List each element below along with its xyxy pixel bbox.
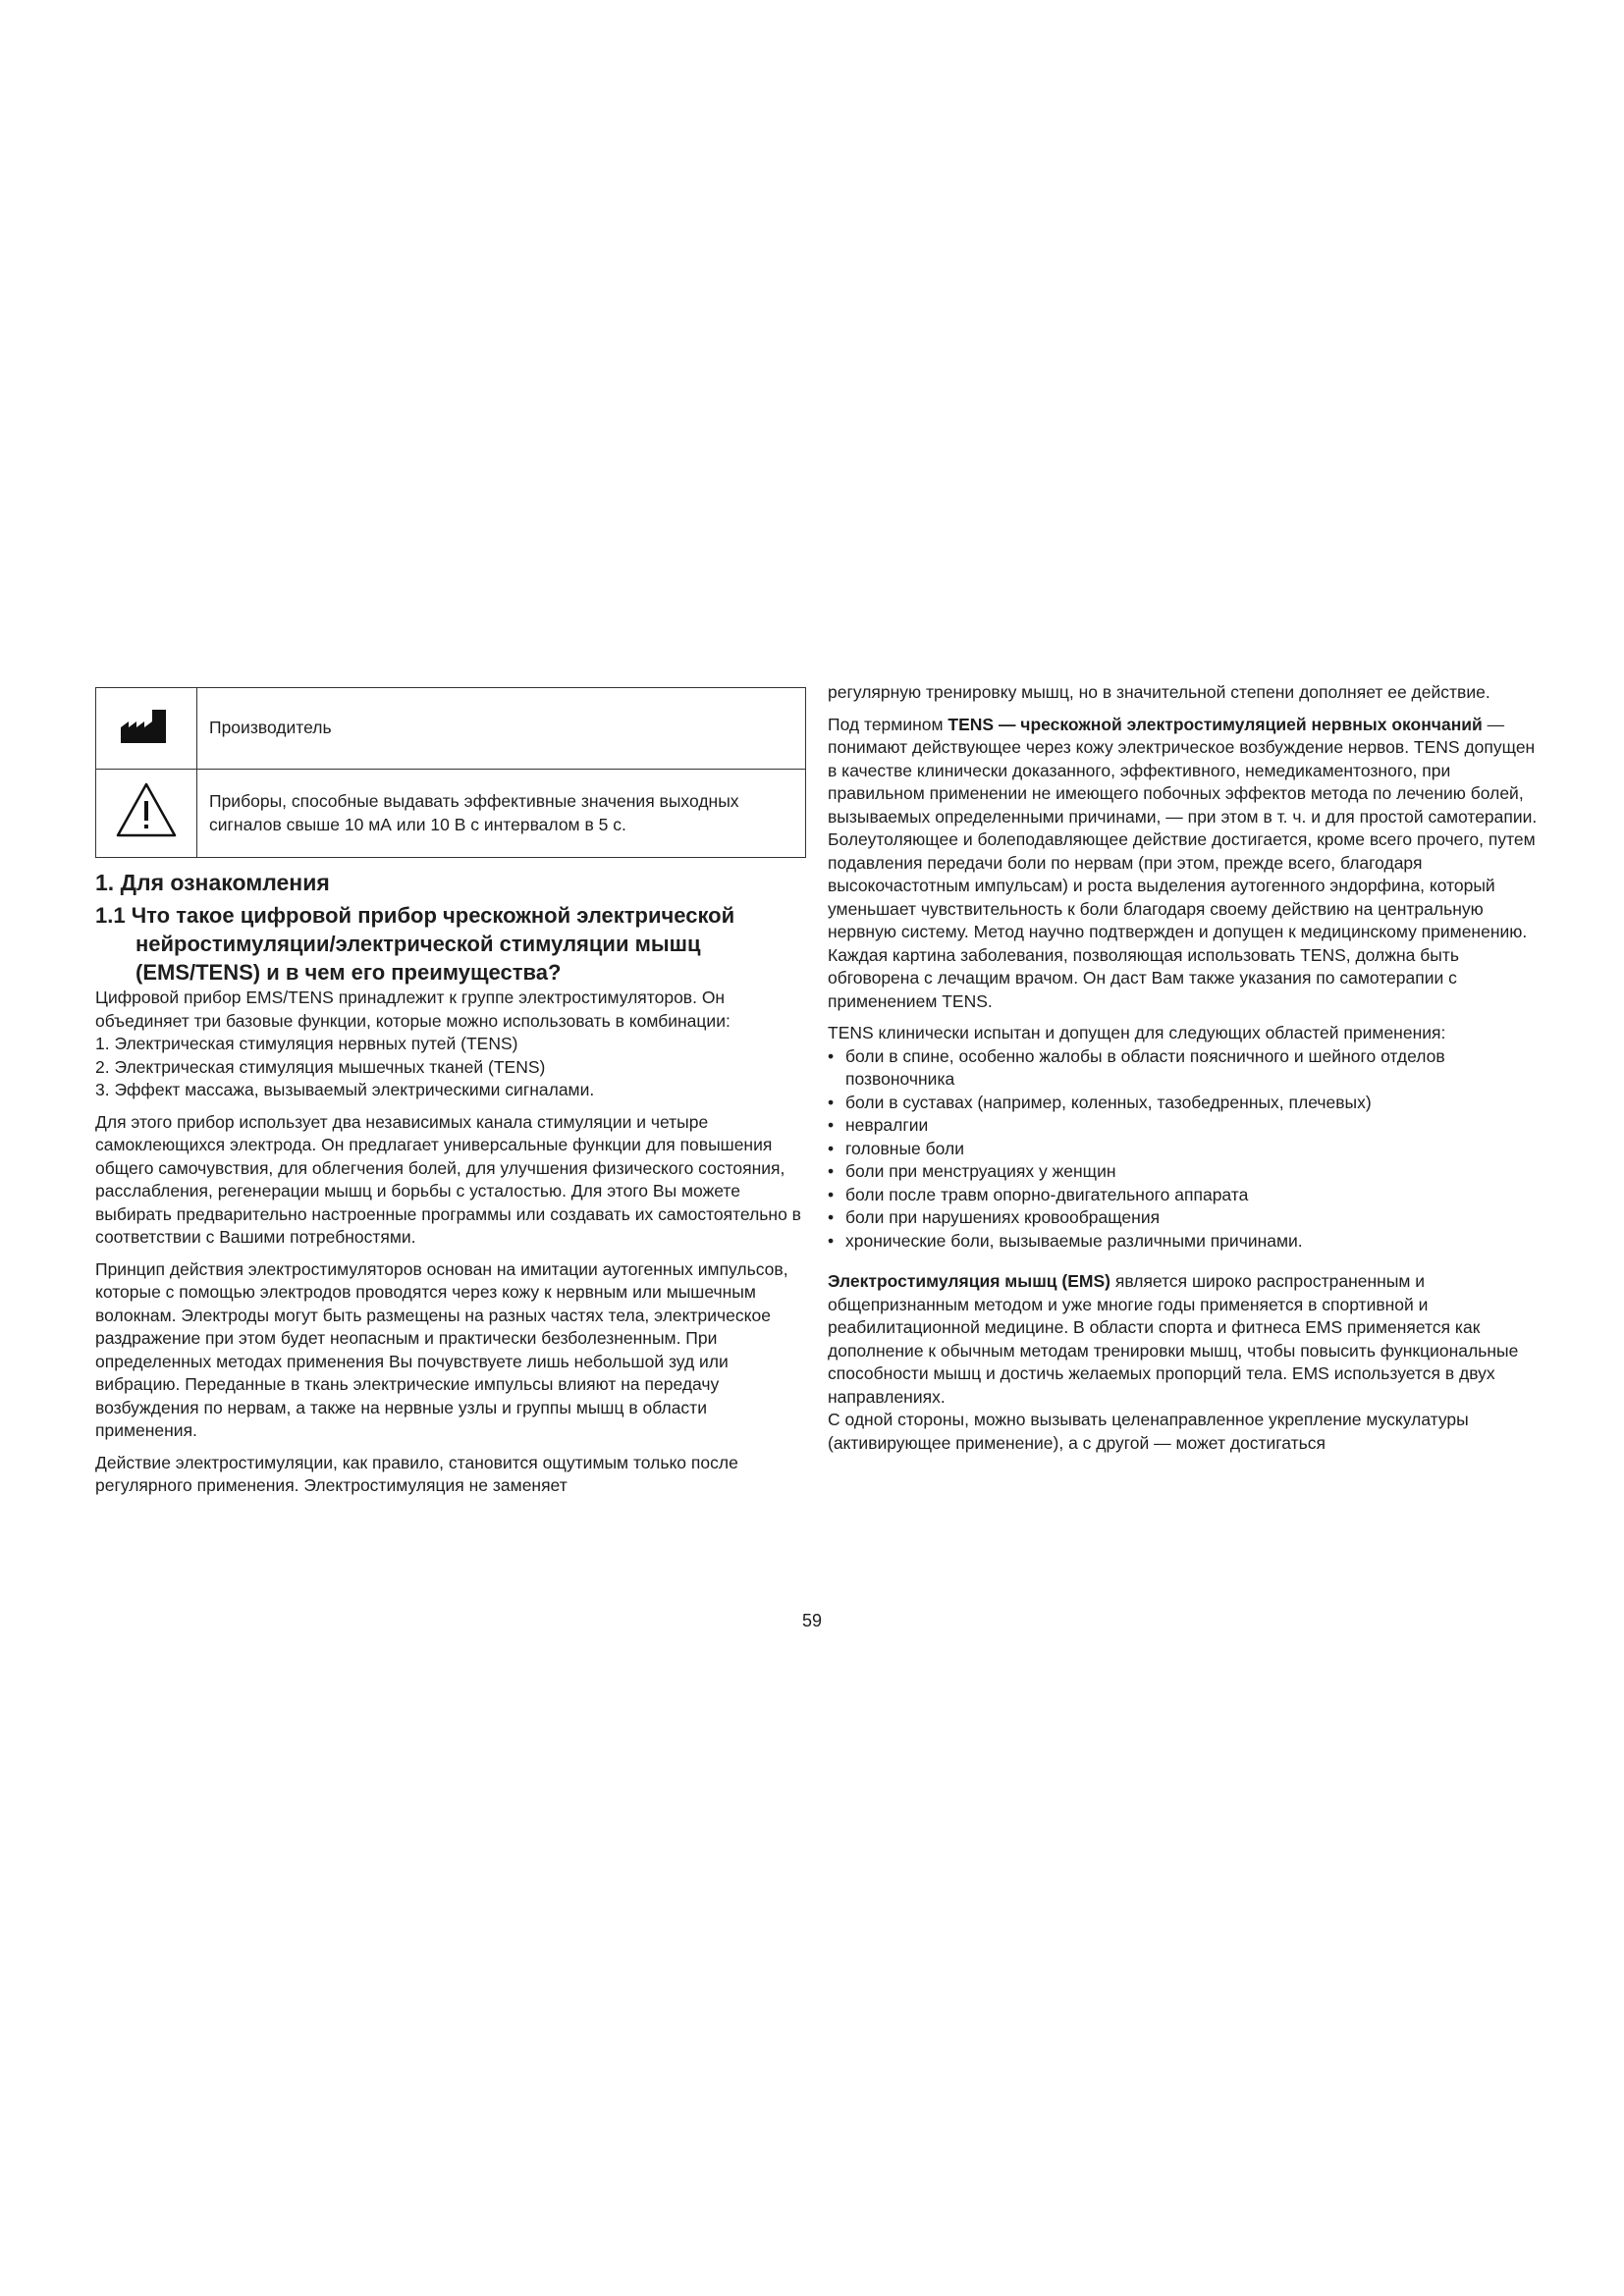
uses-list: [828, 1045, 1541, 1254]
manufacturer-icon: [117, 729, 176, 749]
section-heading: 1. Для ознакомления: [95, 870, 330, 895]
list-item: • боли при нарушениях кровообращения: [828, 1206, 1541, 1230]
list-item: • боли после травм опорно-двигательного аппарата: [828, 1184, 1541, 1207]
tens-prefix: Под термином: [828, 714, 944, 734]
tens-term: TENS — чрескожной электростимуляцией нервных окончаний: [947, 714, 1483, 734]
list-item: • боли в спине, особенно жалобы в области поясничного и шейного отделов позвоночника: [828, 1045, 1541, 1092]
list-item: • головные боли: [828, 1138, 1541, 1161]
function-list: [95, 1033, 808, 1102]
list-item: • невралгии: [828, 1114, 1541, 1138]
symbol-text-warning: Приборы, способные выдавать эффективные значения выходных сигналов свыше 10 мА или 10 В с интервалом в 5 с.: [197, 770, 806, 858]
paragraph: Принцип действия электростимуляторов основан на имитации аутогенных импульсов, которые с помощью электродов проводятся через кожу к нервным или мышечным волокнам. Электроды могут быть размещены на разных частях тела, электрическое раздражение при этом будет неопасным и практически безболезненным. При определенных методах применения Вы почувствуете лишь небольшой зуд или вибрацию. Переданные в ткань электрические импульсы влияют на передачу возбуждения по нервам, а также на нервные узлы и группы мышц в области применения.: [95, 1258, 788, 1440]
page-number: 59: [801, 1611, 823, 1630]
ems-term: Электростимуляция мышц (EMS): [828, 1271, 1110, 1291]
paragraph: регулярную тренировку мышц, но в значительной степени дополняет ее действие.: [828, 682, 1490, 702]
left-column: [95, 687, 808, 1507]
symbol-icon-cell: [96, 688, 197, 770]
symbol-table: [95, 687, 806, 858]
intro-paragraph: Цифровой прибор EMS/TENS принадлежит к группе электростимуляторов. Он объединяет три базовые функции, которые можно использовать в комбинации:: [95, 988, 731, 1031]
symbol-text-manufacturer: Производитель: [197, 688, 806, 770]
tens-paragraph: [828, 714, 1541, 944]
symbol-row-warning: [96, 770, 806, 858]
list-item: 3. Эффект массажа, вызываемый электрическими сигналами.: [95, 1080, 595, 1099]
paragraph: Действие электростимуляции, как правило, становится ощутимым только после регулярного применения. Электростимуляция не заменяет: [95, 1452, 738, 1495]
paragraph: Для этого прибор использует два независимых канала стимуляции и четыре самоклеющихся электрода. Он предлагает универсальные функции для повышения общего самочувствия, для облегчения болей, для улучшения физического состояния, расслабления, регенерации мышц и борьбы с усталостью. Для этого Вы можете выбирать предварительно настроенные программы или создавать их самостоятельно в соответствии с Вашими потребностями.: [95, 1111, 801, 1247]
list-item: • боли при менструациях у женщин: [828, 1160, 1541, 1184]
symbol-icon-cell: [96, 770, 197, 858]
warning-triangle-icon: [115, 823, 178, 842]
paragraph: С одной стороны, можно вызывать целенаправленное укрепление мускулатуры (активирующее применение), а с другой — может достигаться: [828, 1410, 1469, 1453]
symbol-row-manufacturer: [96, 688, 806, 770]
ems-text: является широко распространенным и общепризнанным методом и уже многие годы применяется в спортивной и реабилитационной медицине. В области спорта и фитнеса EMS применяется как дополнение к обычным методам тренировки мышц, чтобы повысить функциональные способности мышц и достичь желаемых пропорций тела. EMS используется в двух направлениях.: [828, 1271, 1519, 1407]
list-item: 1. Электрическая стимуляция нервных путей (TENS): [95, 1034, 518, 1053]
section-subheading: 1.1 Что такое цифровой прибор чрескожной электрической нейростимуляции/электрической стимуляции мышц (EMS/TENS) и в чем его преимущества?: [95, 903, 735, 985]
list-item: 2. Электрическая стимуляция мышечных тканей (TENS): [95, 1056, 546, 1077]
ems-paragraph: [828, 1270, 1541, 1409]
tens-text: — понимают действующее через кожу электрическое возбуждение нервов. TENS допущен в качестве клинически доказанного, эффективного, немедикаментозного, при правильном применении не имеющего побочных эффектов метода по лечению болей, вызываемых определенными причинами, — при этом в т. ч. и для простой самотерапии. Болеутоляющее и болеподавляющее действие достигается, кроме всего прочего, путем подавления передачи боли по нервам (при этом, прежде всего, благодаря высокочастотным импульсам) и роста выделения аутогенного эндорфина, который уменьшает чувствительность к боли благодаря своему действию на центральную нервную систему. Метод научно подтвержден и допущен к медицинскому применению.: [828, 714, 1538, 941]
paragraph: Каждая картина заболевания, позволяющая использовать TENS, должна быть обговорена с лечащим врачом. Он даст Вам также указания по самотерапии с применением TENS.: [828, 944, 1459, 1011]
paragraph: TENS клинически испытан и допущен для следующих областей применения:: [828, 1023, 1446, 1042]
right-column: [828, 681, 1541, 1464]
list-item: • хронические боли, вызываемые различными причинами.: [828, 1230, 1541, 1254]
list-item: • боли в суставах (например, коленных, тазобедренных, плечевых): [828, 1092, 1541, 1115]
